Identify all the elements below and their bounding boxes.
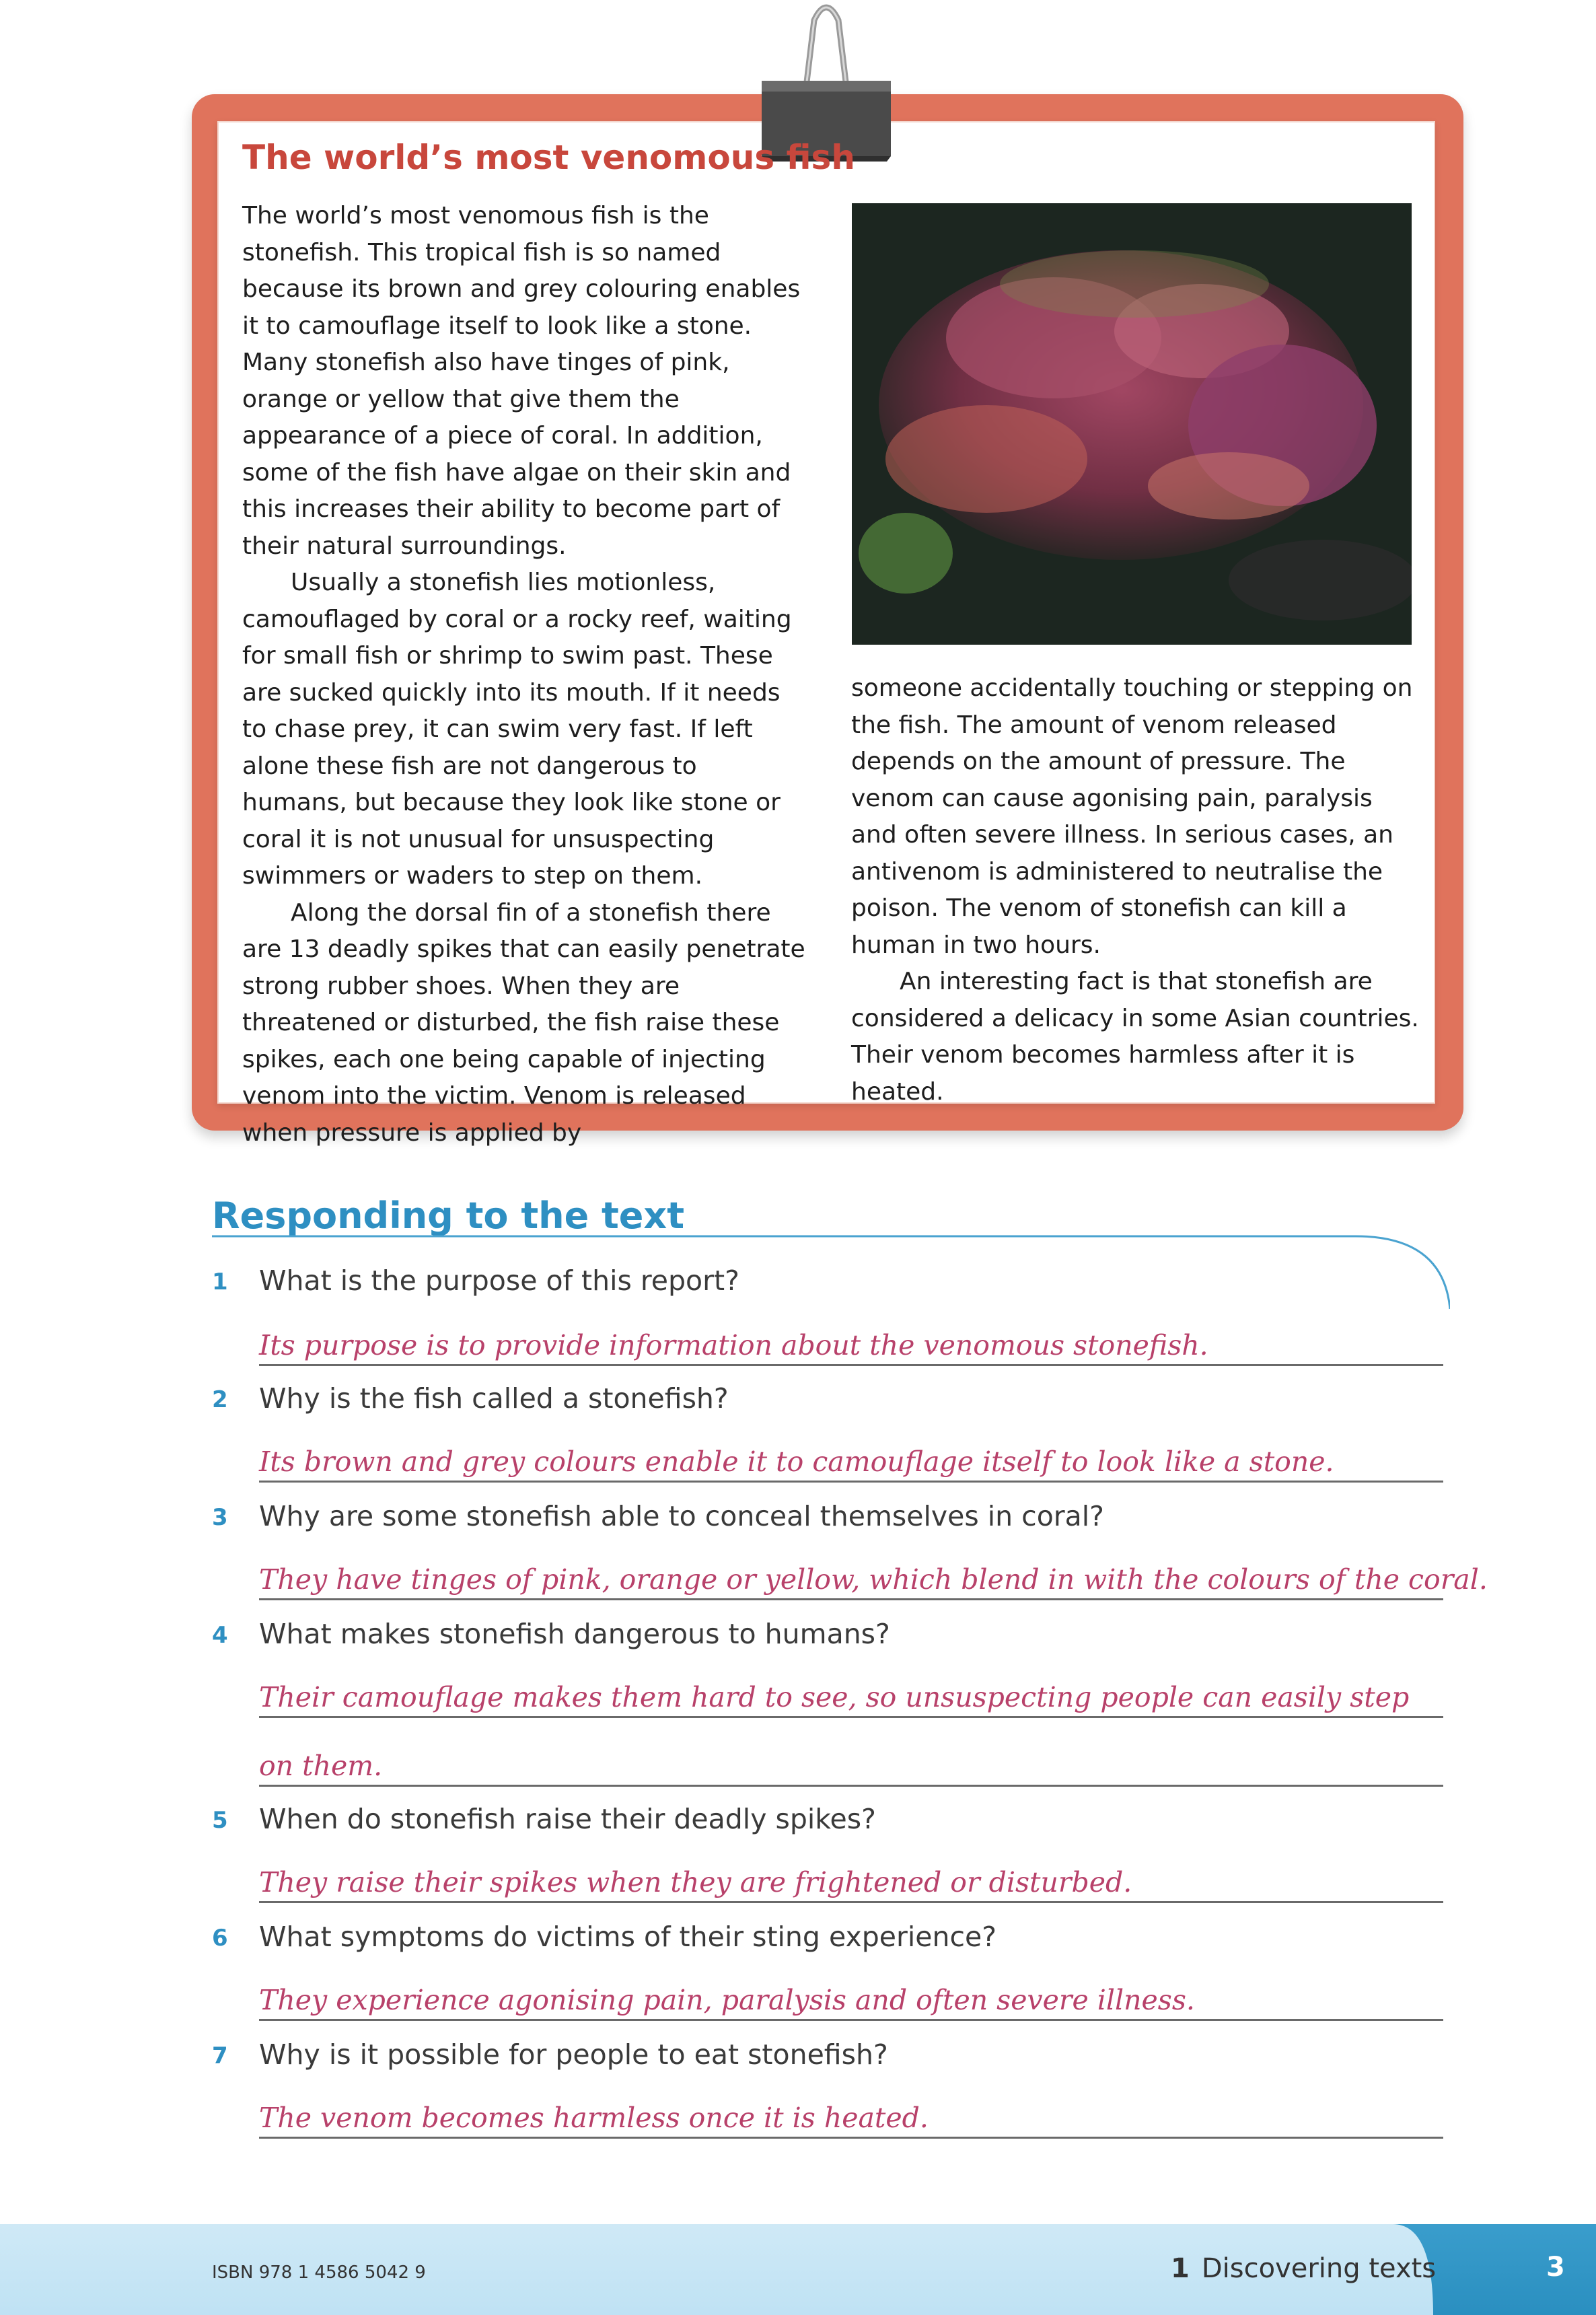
section-heading: Responding to the text: [212, 1195, 685, 1237]
question-number: 1: [212, 1269, 228, 1295]
answer-line[interactable]: [259, 1977, 1443, 2021]
chapter-number: 1: [1171, 2253, 1190, 2284]
answer-line[interactable]: [259, 1743, 1443, 1787]
report-left-column: [242, 198, 807, 1151]
question-number: 7: [212, 2042, 228, 2069]
answer-text: Its purpose is to provide information about the venomous stonefish.: [259, 1329, 1208, 1361]
answer-line[interactable]: [259, 1322, 1443, 1366]
answer-text: Its brown and grey colours enable it to camouflage itself to look like a stone.: [259, 1446, 1334, 1478]
chapter-title: Discovering texts: [1201, 2253, 1437, 2284]
question-text: When do stonefish raise their deadly spikes?: [259, 1803, 876, 1835]
chapter-label: [1171, 2253, 1436, 2284]
report-paragraph: Usually a stonefish lies motionless, camouflaged by coral or a rocky reef, waiting for small fish or shrimp to swim past. These are sucked quickly into its mouth. If it needs to chase prey, it can swim very fast. If left alone these fish are not dangerous to humans, but because they look like stone or coral it is not unusual for unsuspecting swimmers or waders to step on them.: [242, 569, 792, 890]
answer-text: on them.: [259, 1750, 383, 1782]
binder-clip-icon: [759, 0, 894, 162]
answer-text: They raise their spikes when they are frightened or disturbed.: [259, 1866, 1132, 1898]
question-text: Why is the fish called a stonefish?: [259, 1382, 729, 1415]
report-paragraph: Along the dorsal fin of a stonefish there are 13 deadly spikes that can easily penetrate strong rubber shoes. When they are threatened or disturbed, the fish raise these spikes, each one being capable of injecting venom into the victim. Venom is released when pressure is applied by: [242, 898, 805, 1147]
answer-text: Their camouflage makes them hard to see, so unsuspecting people can easily step: [259, 1681, 1410, 1713]
question-text: What is the purpose of this report?: [259, 1265, 739, 1297]
report-right-column: [851, 670, 1423, 1110]
answer-text: The venom becomes harmless once it is heated.: [259, 2102, 929, 2134]
stonefish-photo: [852, 203, 1412, 645]
report-paragraph: The world’s most venomous fish is the stonefish. This tropical fish is so named because its brown and grey colouring enables it to camouflage itself to look like a stone. Many stonefish also have tinges of pink, orange or yellow that give them the appearance of a piece of coral. In addition, some of the fish have algae on their skin and this increases their ability to become part of their natural surroundings.: [242, 202, 801, 560]
page-number: 3: [1546, 2252, 1565, 2283]
answer-line[interactable]: [259, 1859, 1443, 1903]
answer-text: They experience agonising pain, paralysis and often severe illness.: [259, 1984, 1195, 2016]
question-number: 5: [212, 1807, 228, 1834]
question-text: What makes stonefish dangerous to humans?: [259, 1618, 890, 1650]
isbn: ISBN 978 1 4586 5042 9: [212, 2263, 426, 2283]
answer-line[interactable]: [259, 1439, 1443, 1483]
question-text: What symptoms do victims of their sting experience?: [259, 1921, 996, 1953]
report-paragraph: someone accidentally touching or stepping on the fish. The amount of venom released depends on the amount of pressure. The venom can cause agonising pain, paralysis and often severe illness. In serious cases, an antivenom is administered to neutralise the poison. The venom of stonefish can kill a human in two hours.: [851, 674, 1413, 959]
answer-text: They have tinges of pink, orange or yellow, which blend in with the colours of the coral.: [259, 1563, 1488, 1596]
answer-line[interactable]: [259, 2095, 1443, 2139]
answer-line[interactable]: [259, 1674, 1443, 1718]
report-title: The world’s most venomous fish: [242, 138, 855, 177]
answer-line[interactable]: [259, 1557, 1488, 1600]
question-number: 6: [212, 1925, 228, 1952]
report-paragraph: An interesting fact is that stonefish are considered a delicacy in some Asian countries. Their venom becomes harmless after it is heated.: [851, 968, 1419, 1106]
question-text: Why are some stonefish able to conceal themselves in coral?: [259, 1500, 1104, 1532]
question-text: Why is it possible for people to eat stonefish?: [259, 2038, 888, 2071]
question-number: 3: [212, 1504, 228, 1531]
question-number: 2: [212, 1386, 228, 1413]
question-number: 4: [212, 1622, 228, 1649]
